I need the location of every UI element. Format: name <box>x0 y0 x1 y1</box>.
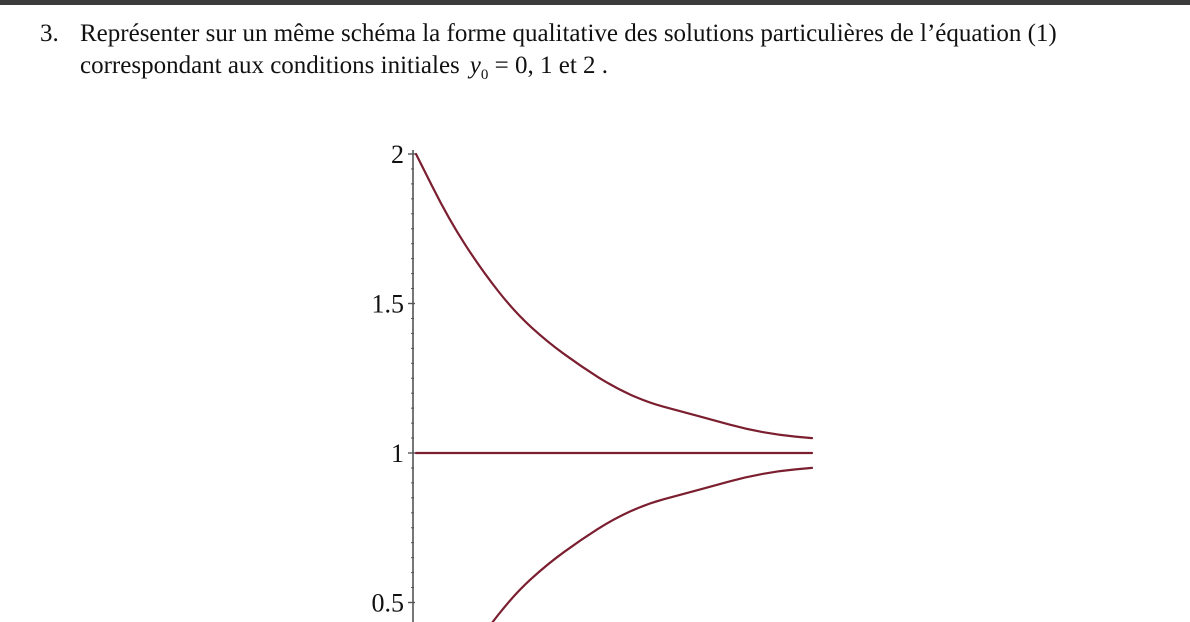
y-tick-label: 2 <box>391 140 404 169</box>
question-line-2 <box>80 50 608 91</box>
math-subscript: 0 <box>480 67 489 83</box>
question-line-2-values: = 0, 1 et 2 . <box>494 52 609 79</box>
solution-curve-y0-0 <box>416 468 812 622</box>
math-variable-name: y <box>469 52 481 79</box>
question-number: 3. <box>40 20 59 47</box>
solution-curves-figure <box>330 130 830 622</box>
plot-svg <box>330 130 830 622</box>
math-variable <box>469 52 489 83</box>
y-tick-label: 1.5 <box>371 289 404 319</box>
curves-group <box>416 154 812 622</box>
y-tick-label: 1 <box>391 439 404 468</box>
question-line-2-text: correspondant aux conditions initiales <box>80 52 460 79</box>
y-axis <box>372 140 416 622</box>
top-border <box>0 0 1190 5</box>
solution-curve-y0-2 <box>416 154 812 438</box>
question-line-1: Représenter sur un même schéma la forme qualitative des solutions particulières de l’équation (1) <box>80 20 1057 47</box>
y-tick-label: 0.5 <box>371 588 404 618</box>
